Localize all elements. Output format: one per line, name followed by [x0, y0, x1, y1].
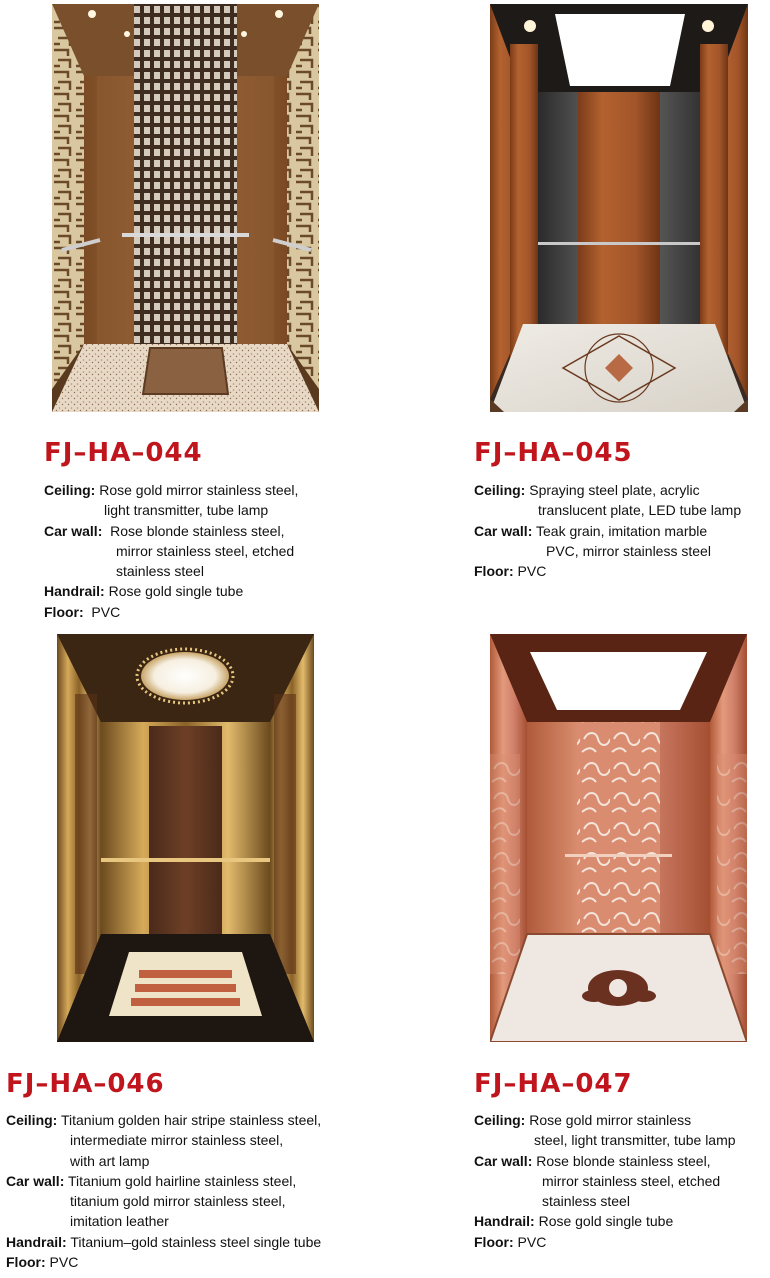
- product-code: FJ–HA–044: [44, 438, 203, 468]
- spec-value-continuation: imitation leather: [70, 1213, 169, 1230]
- spec-label: Car wall:: [6, 1172, 65, 1189]
- spec-label: Car wall:: [44, 522, 103, 539]
- spec-value: Rose gold single tube: [534, 1213, 674, 1230]
- spec-label: Ceiling:: [6, 1112, 58, 1128]
- spec-label: Floor:: [474, 563, 514, 580]
- spec-value: PVC: [83, 603, 121, 620]
- spec-label: Ceiling:: [474, 1112, 526, 1128]
- spec-carwall: [474, 1151, 736, 1171]
- spec-value: PVC: [513, 1233, 547, 1250]
- spec-handrail: [474, 1211, 736, 1231]
- elevator-photo-044: [52, 4, 319, 412]
- spec-label: Ceiling:: [474, 482, 526, 498]
- spec-value: PVC: [513, 563, 547, 580]
- spec-value: Spraying steel plate, acrylic: [525, 482, 700, 498]
- spec-label: Ceiling:: [44, 482, 96, 498]
- spec-carwall: [474, 521, 741, 541]
- spec-label: Handrail:: [474, 1213, 535, 1230]
- spec-handrail: [6, 1232, 321, 1252]
- spec-value-continuation: stainless steel: [116, 563, 204, 580]
- elevator-photo-045: [490, 4, 748, 412]
- elevator-cabin-illustration: [52, 4, 319, 412]
- spec-ceiling: [44, 480, 298, 500]
- spec-value-continuation: titanium gold mirror stainless steel,: [70, 1193, 286, 1210]
- spec-value-continuation: mirror stainless steel, etched: [116, 542, 295, 559]
- elevator-cabin-illustration: [490, 634, 747, 1042]
- product-code: FJ–HA–047: [474, 1069, 633, 1099]
- spec-value-continuation: with art lamp: [70, 1152, 150, 1169]
- spec-ceiling: [474, 1110, 736, 1130]
- elevator-photo-047: [490, 634, 747, 1042]
- product-code: FJ–HA–045: [474, 438, 633, 468]
- spec-label: Floor:: [474, 1233, 514, 1250]
- spec-value-continuation: steel, light transmitter, tube lamp: [534, 1132, 736, 1149]
- spec-value: Rose blonde stainless steel,: [532, 1152, 711, 1169]
- spec-value: Rose blonde stainless steel,: [102, 522, 285, 539]
- spec-carwall: [6, 1171, 321, 1191]
- spec-ceiling: [474, 480, 741, 500]
- spec-value: PVC: [45, 1254, 79, 1271]
- spec-value: Teak grain, imitation marble: [532, 522, 708, 539]
- spec-label: Floor:: [6, 1254, 46, 1271]
- elevator-photo-046: [57, 634, 314, 1042]
- spec-value: Titanium golden hair stripe stainless steel,: [57, 1112, 322, 1128]
- spec-block: [6, 1110, 321, 1272]
- spec-ceiling: [6, 1110, 321, 1130]
- spec-floor: [474, 1232, 736, 1252]
- spec-label: Car wall:: [474, 1152, 533, 1169]
- product-code: FJ–HA–046: [6, 1069, 165, 1099]
- spec-label: Handrail:: [44, 583, 105, 600]
- spec-label: Handrail:: [6, 1233, 67, 1250]
- elevator-cabin-illustration: [490, 4, 748, 412]
- spec-value-continuation: mirror stainless steel, etched: [542, 1172, 721, 1189]
- spec-value-continuation: stainless steel: [542, 1193, 630, 1210]
- spec-label: Floor:: [44, 603, 84, 620]
- spec-block: [474, 480, 741, 581]
- spec-value: Rose gold single tube: [104, 583, 244, 600]
- spec-floor: [6, 1252, 321, 1272]
- elevator-cabin-illustration: [57, 634, 314, 1042]
- spec-block: [474, 1110, 736, 1252]
- spec-value-continuation: PVC, mirror stainless steel: [546, 542, 711, 559]
- spec-value-continuation: translucent plate, LED tube lamp: [538, 502, 742, 519]
- spec-handrail: [44, 581, 298, 601]
- spec-value: Titanium–gold stainless steel single tube: [66, 1233, 322, 1250]
- spec-value: Rose gold mirror stainless steel,: [95, 482, 299, 498]
- spec-block: [44, 480, 298, 622]
- spec-carwall: [44, 521, 298, 541]
- spec-label: Car wall:: [474, 522, 533, 539]
- spec-floor: [474, 561, 741, 581]
- spec-value: Rose gold mirror stainless: [525, 1112, 692, 1128]
- spec-value: Titanium gold hairline stainless steel,: [64, 1172, 297, 1189]
- spec-value-continuation: light transmitter, tube lamp: [104, 502, 269, 519]
- spec-floor: [44, 602, 298, 622]
- spec-value-continuation: intermediate mirror stainless steel,: [70, 1132, 284, 1149]
